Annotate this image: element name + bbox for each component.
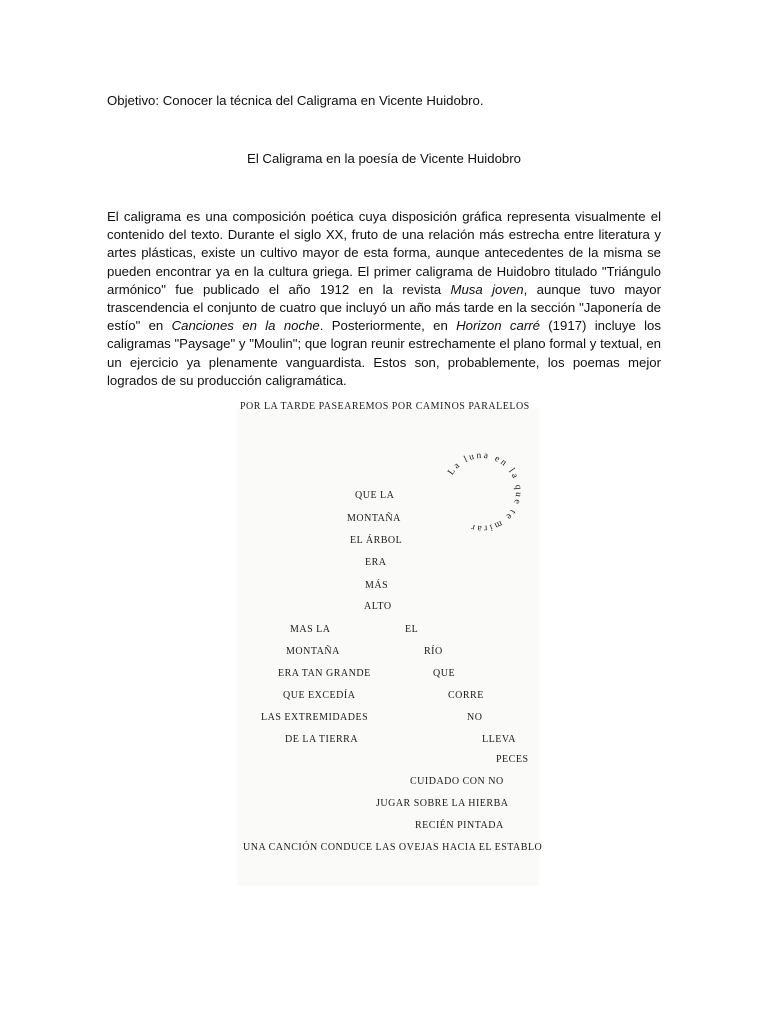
intro-paragraph (107, 208, 661, 390)
left-block-line: LAS EXTREMIDADES (261, 712, 369, 723)
moon-text (446, 451, 523, 533)
river-line: NO (467, 712, 483, 723)
river-line: CORRE (448, 690, 484, 701)
mountain-line: EL ÁRBOL (350, 535, 403, 546)
moon-circle-text (438, 448, 526, 536)
left-block-line: MONTAÑA (286, 646, 340, 657)
title-horizon-carre: Horizon carré (456, 318, 540, 334)
paragraph-text-3: . Posteriormente, en (319, 318, 457, 334)
paragraph-text-2: , aunque tuvo mayor trascendencia el conjunto de cuatro que incluyó un año más tarde en la sección "Japonería de estío" en (107, 281, 661, 334)
poem-bottom-line: UNA CANCIÓN CONDUCE LAS OVEJAS HACIA EL ESTABLO (243, 842, 543, 853)
mountain-line: ALTO (364, 601, 392, 612)
objective-line: Objetivo: Conocer la técnica del Caligrama en Vicente Huidobro. (107, 93, 484, 108)
poem-top-line: POR LA TARDE PASEAREMOS POR CAMINOS PARALELOS (240, 401, 530, 412)
river-line: LLEVA (482, 734, 516, 745)
moon-text-path: La luna en la que te mirar (446, 450, 524, 534)
river-line: PECES (496, 754, 529, 765)
left-block-line: DE LA TIERRA (285, 734, 359, 745)
river-line: QUE (433, 668, 456, 679)
title-musa-joven: Musa joven (450, 281, 524, 297)
mountain-line: MONTAÑA (347, 513, 401, 524)
title-canciones-en-la-noche: Canciones en la noche (171, 318, 320, 334)
paragraph-text-4: (1917) incluye los caligramas "Paysage" y "Moulin"; que logran reunir estrechamente el plano formal y textual, en un ejercicio ya plenamente vanguardista. Estos son, probablemente, los poemas mejor logrados de su producción caligramática. (107, 318, 661, 388)
river-line: EL (405, 624, 419, 635)
mountain-line: MÁS (365, 580, 389, 591)
grass-line: RECIÉN PINTADA (415, 820, 504, 831)
document-heading: El Caligrama en la poesía de Vicente Huidobro (247, 151, 521, 166)
river-line: RÍO (424, 646, 443, 657)
mountain-line: ERA (365, 557, 387, 568)
left-block-line: QUE EXCEDÍA (283, 690, 356, 701)
paragraph-text-1: El caligrama es una composición poética cuya disposición gráfica representa visualmente el contenido del texto. Durante el siglo XX, fruto de una relación más estrecha entre literatura y artes plásticas, existe un cultivo mayor de esta forma, aunque antecedentes de la misma se pueden encontrar ya en la cultura griega. El primer caligrama de Huidobro titulado "Triángulo armónico" fue publicado el año 1912 en la revista (107, 209, 661, 297)
mountain-line: QUE LA (355, 490, 395, 501)
grass-line: JUGAR SOBRE LA HIERBA (376, 798, 509, 809)
left-block-line: ERA TAN GRANDE (278, 668, 371, 679)
grass-line: CUIDADO CON NO (410, 776, 504, 787)
left-block-line: MAS LA (290, 624, 331, 635)
